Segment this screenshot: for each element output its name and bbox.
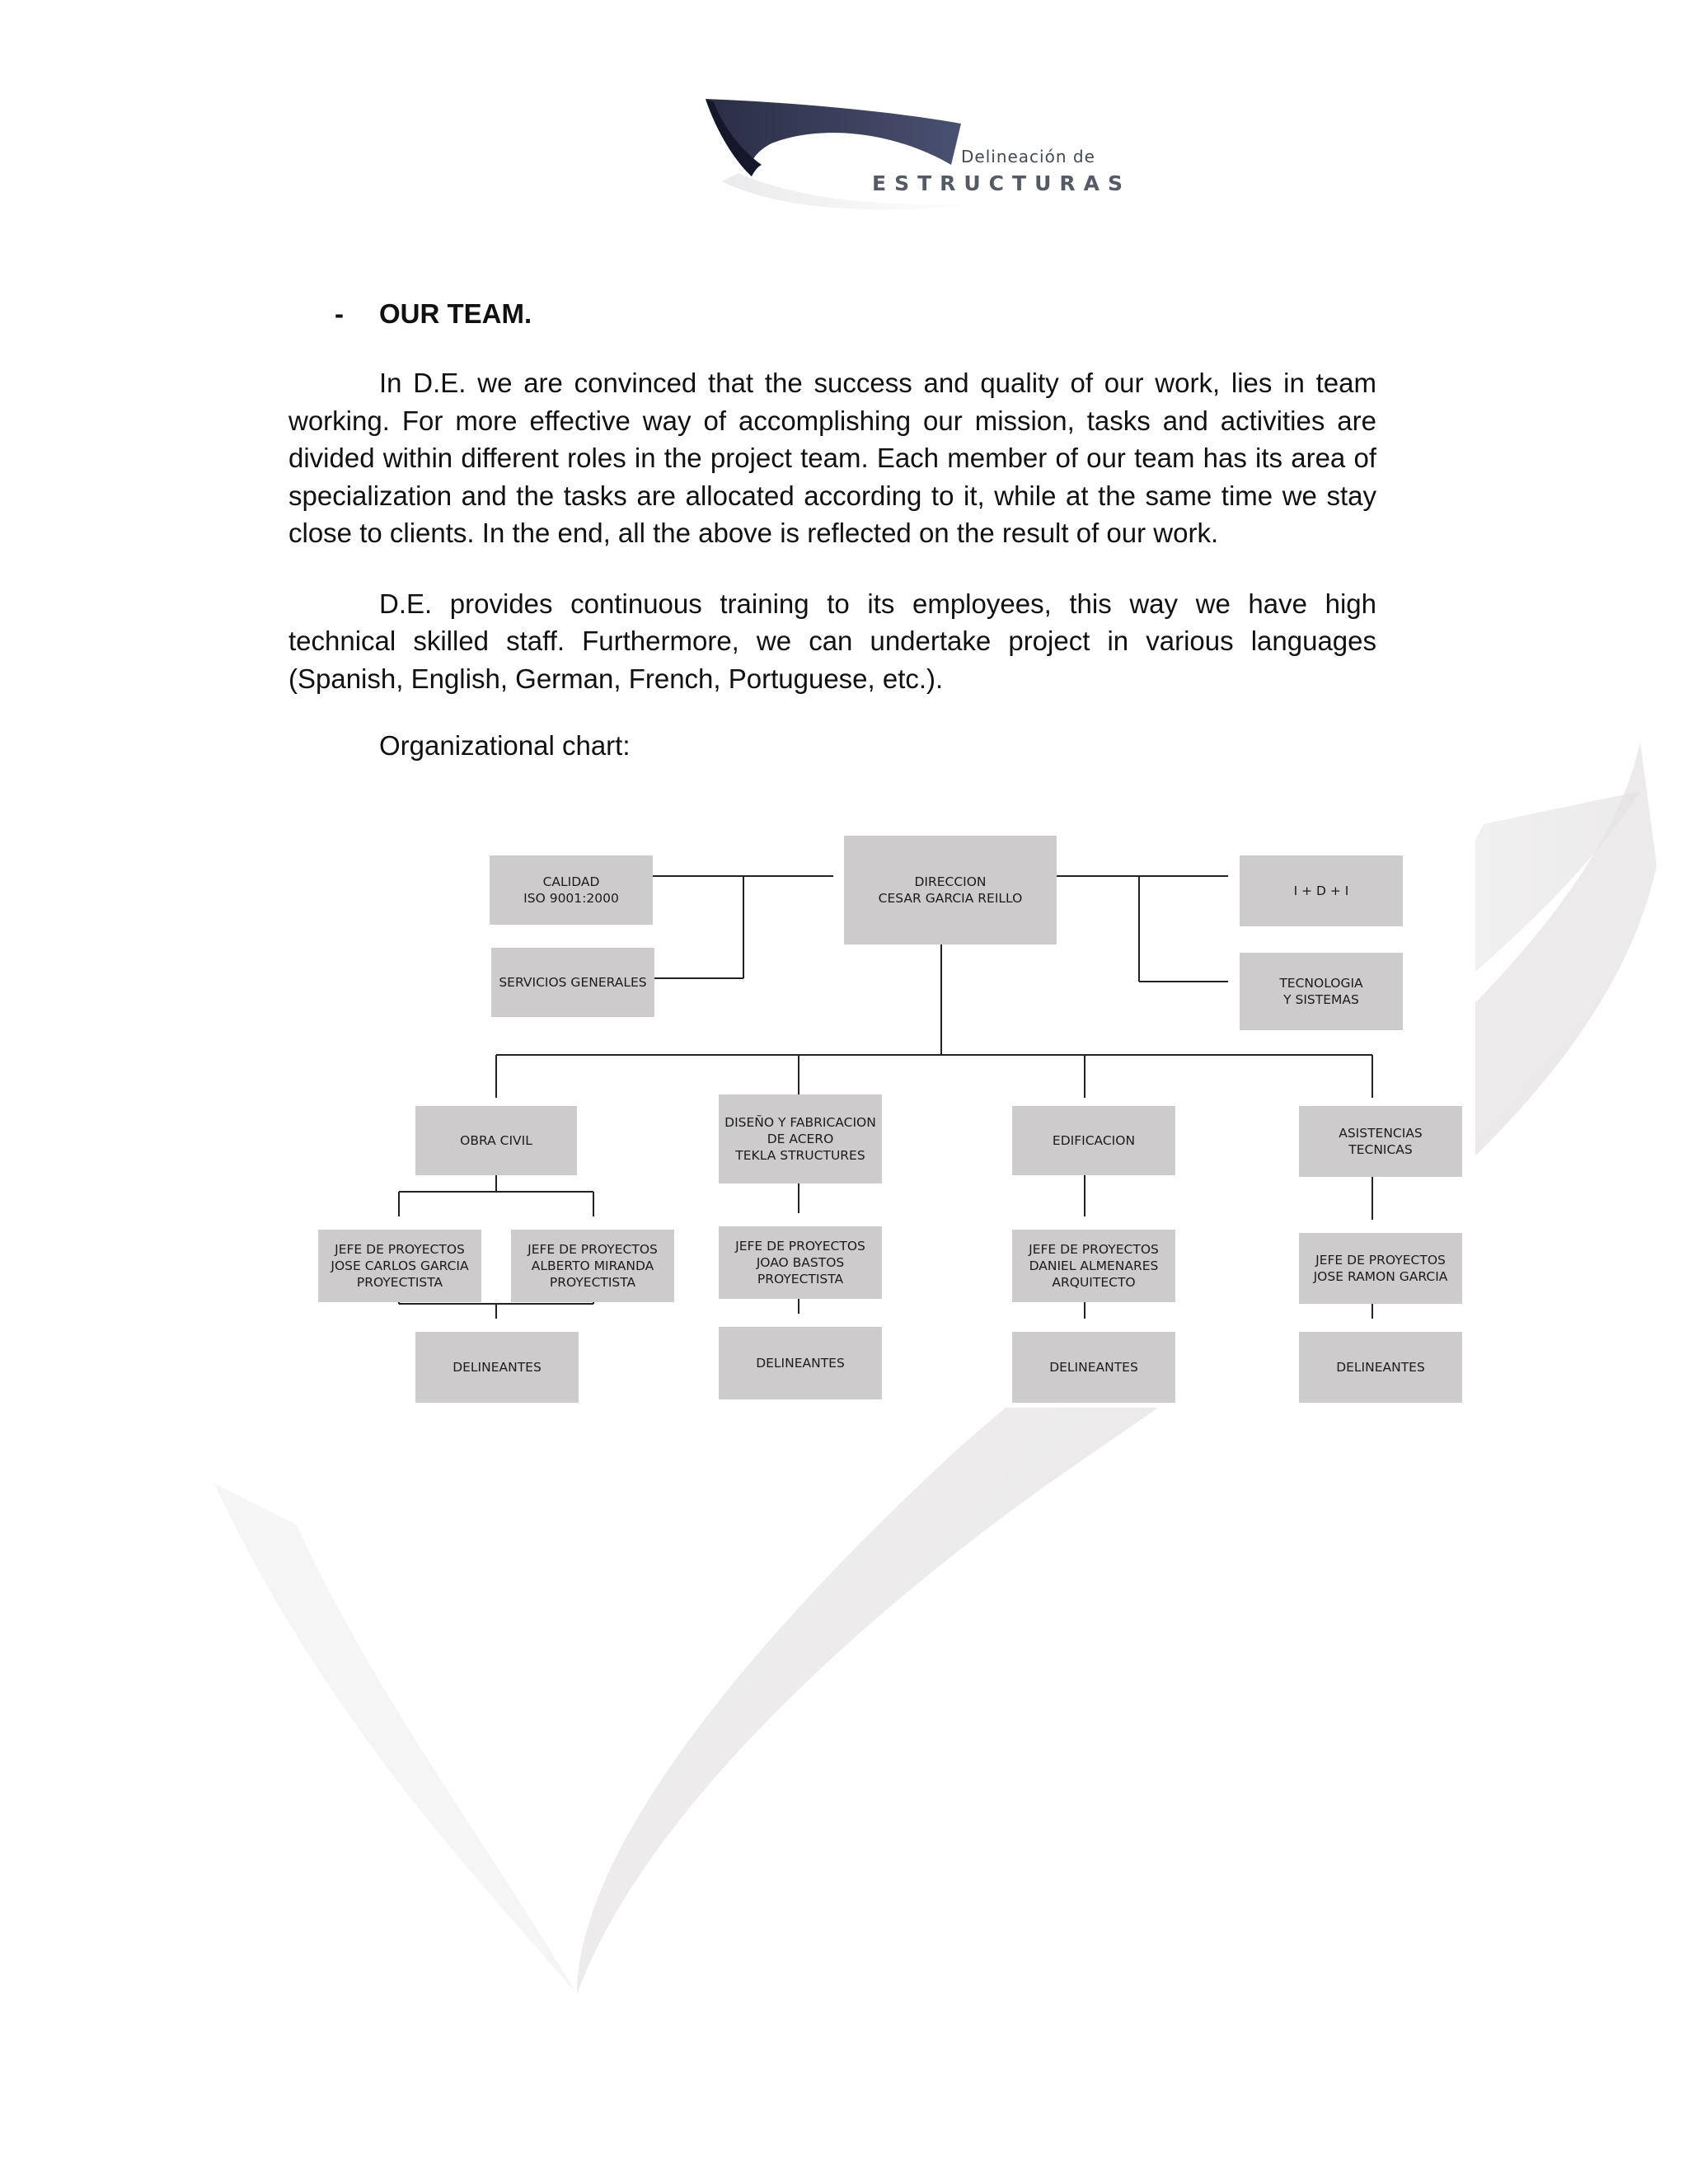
org-chart-label: Organizational chart: <box>379 730 631 761</box>
org-node-asistencias: ASISTENCIAS TECNICAS <box>1299 1106 1462 1177</box>
heading-bullet: - <box>335 298 344 329</box>
org-node-delineantes-edificacion: DELINEANTES <box>1012 1332 1175 1403</box>
org-node-jefe-jose-ramon: JEFE DE PROYECTOS JOSE RAMON GARCIA <box>1299 1233 1462 1304</box>
org-node-edificacion: EDIFICACION <box>1012 1106 1175 1175</box>
org-node-tecnologia: TECNOLOGIA Y SISTEMAS <box>1240 953 1403 1030</box>
org-node-jefe-jose-carlos: JEFE DE PROYECTOS JOSE CARLOS GARCIA PROYECTISTA <box>318 1230 481 1302</box>
org-node-servicios-generales: SERVICIOS GENERALES <box>491 948 654 1017</box>
company-logo <box>689 91 1131 223</box>
heading-title: OUR TEAM. <box>379 298 532 329</box>
logo-text-line1: Delineación de <box>961 147 1095 166</box>
paragraph-training: D.E. provides continuous training to its employees, this way we have high technical skilled staff. Furthermore, we can undertake project in various languages (Spanish, English, German, French, Portuguese, etc.). <box>288 588 1376 694</box>
logo-text-line2: ESTRUCTURAS <box>872 171 1131 195</box>
org-node-delineantes-asistencias: DELINEANTES <box>1299 1332 1462 1403</box>
org-node-jefe-daniel: JEFE DE PROYECTOS DANIEL ALMENARES ARQUITECTO <box>1012 1230 1175 1302</box>
org-node-calidad: CALIDAD ISO 9001:2000 <box>490 855 653 925</box>
org-node-diseno: DISEÑO Y FABRICACION DE ACERO TEKLA STRUCTURES <box>719 1094 882 1183</box>
org-node-i-d-i: I + D + I <box>1240 855 1403 926</box>
org-node-jefe-alberto: JEFE DE PROYECTOS ALBERTO MIRANDA PROYECTISTA <box>511 1230 674 1302</box>
org-node-delineantes-diseno: DELINEANTES <box>719 1327 882 1399</box>
document-body <box>288 293 1376 762</box>
org-node-jefe-joao: JEFE DE PROYECTOS JOAO BASTOS PROYECTISTA <box>719 1226 882 1299</box>
org-node-obra-civil: OBRA CIVIL <box>415 1106 577 1175</box>
org-node-delineantes-obra-civil: DELINEANTES <box>415 1332 579 1403</box>
org-chart <box>312 821 1475 1408</box>
org-node-direccion: DIRECCION CESAR GARCIA REILLO <box>844 836 1057 944</box>
paragraph-team: In D.E. we are convinced that the success and quality of our work, lies in team working. For more effective way of accomplishing our mission, tasks and activities are divided within different roles in the project team. Each member of our team has its area of specialization and the tasks are allocated according to it, while at the same time we stay close to clients. In the end, all the above is reflected on the result of our work. <box>288 368 1376 548</box>
section-heading <box>288 293 1376 335</box>
